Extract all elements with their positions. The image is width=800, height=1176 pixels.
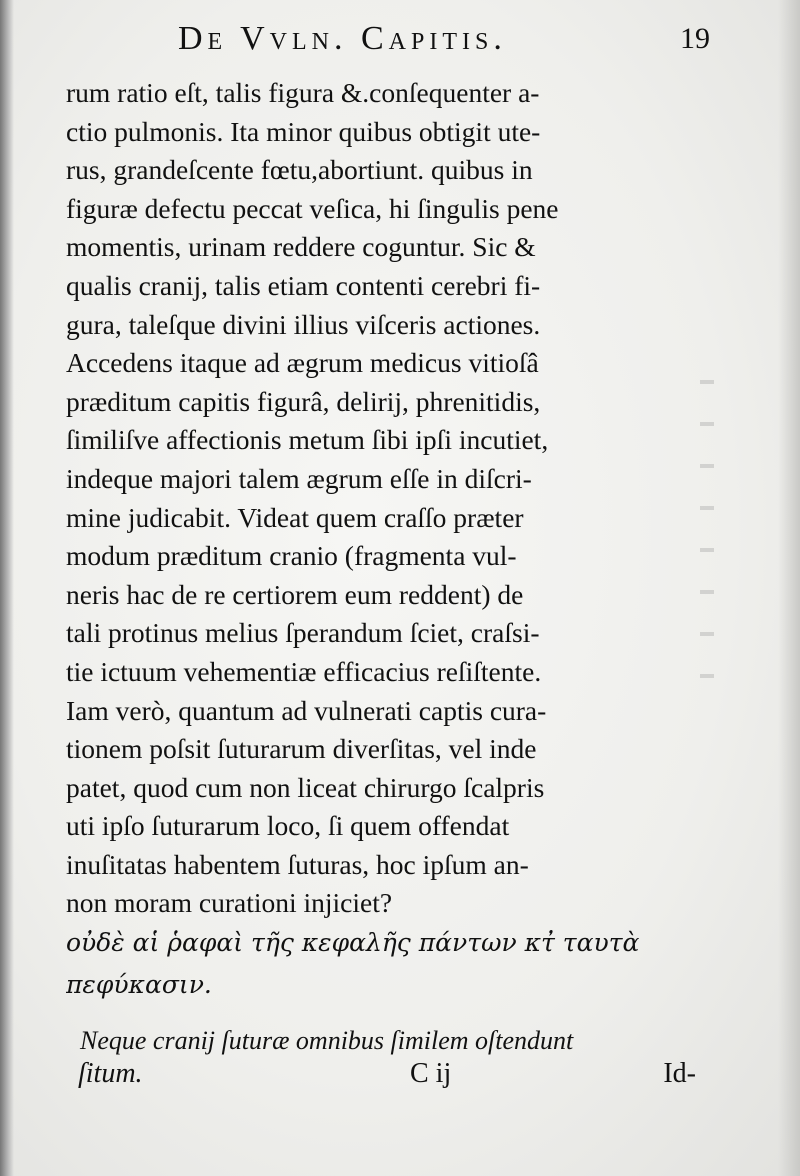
- text-line: præditum capitis figurâ, delirij, phrenitidis,: [66, 385, 541, 417]
- page-number: 19: [680, 22, 710, 55]
- show-through-marks: [700, 380, 714, 680]
- text-line: momentis, urinam reddere coguntur. Sic &: [66, 231, 536, 263]
- text-line: modum præditum cranio (fragmenta vul-: [66, 540, 517, 572]
- text-line: patet, quod cum non liceat chirurgo ſcalpris: [66, 771, 545, 803]
- text-line: mine judicabit. Videat quem craſſo præter: [66, 501, 524, 533]
- signature-mark: C ij: [410, 1058, 452, 1089]
- text-line: rum ratio eſt, talis figura &.conſequenter a-: [66, 77, 540, 108]
- text-line: rus, grandeſcente fœtu,abortiunt. quibus in: [66, 154, 533, 186]
- greek-line: πεφύκασιν.: [66, 970, 212, 999]
- text-line: figuræ defectu peccat veſica, hi ſingulis pene: [66, 192, 559, 224]
- page-edge: [778, 0, 800, 1176]
- text-line: Iam verò, quantum ad vulnerati captis cura-: [66, 694, 547, 726]
- greek-line: οὐδὲ αἱ ῥαφαὶ τῆς κεφαλῆς πάντων κτ̓ ταυτὰ: [66, 928, 640, 957]
- text-line: ſimiliſve affectionis metum ſibi ipſi incutiet,: [66, 424, 549, 456]
- text-line: ctio pulmonis. Ita minor quibus obtigit ute-: [66, 115, 541, 147]
- catchword: Id-: [663, 1058, 696, 1089]
- running-head: De Vvln. Capitis.: [178, 20, 507, 57]
- text-line: neris hac de re certiorem eum reddent) de: [66, 578, 524, 610]
- text-line: non moram curationi injiciet?: [66, 887, 393, 919]
- text-line: qualis cranij, talis etiam contenti cerebri fi-: [66, 269, 541, 301]
- text-line: tie ictuum vehementiæ efficacius reſiſtente.: [66, 655, 542, 687]
- text-line: uti ipſo ſuturarum loco, ſi quem offendat: [66, 810, 510, 842]
- text-line: tionem poſsit ſuturarum diverſitas, vel inde: [66, 733, 537, 765]
- latin-translation: Neque cranij ſuturæ omnibus ſimilem oſtendunt: [80, 1026, 574, 1055]
- text-line: indeque majori talem ægrum eſſe in diſcri-: [66, 462, 532, 494]
- text-line: inuſitatas habentem ſuturas, hoc ipſum an-: [66, 848, 529, 880]
- main-text-block: [66, 74, 696, 923]
- greek-quotation: [66, 922, 706, 1006]
- text-line: tali protinus melius ſperandum ſciet, craſsi-: [66, 617, 540, 649]
- page-gutter-shadow: [0, 0, 14, 1176]
- page-footer: [70, 1058, 700, 1098]
- translation-continuation: ſitum.: [78, 1058, 143, 1089]
- text-line: Accedens itaque ad ægrum medicus vitioſâ: [66, 347, 539, 379]
- page-header: [70, 20, 710, 64]
- text-line: gura, taleſque divini illius viſceris actiones.: [66, 308, 541, 340]
